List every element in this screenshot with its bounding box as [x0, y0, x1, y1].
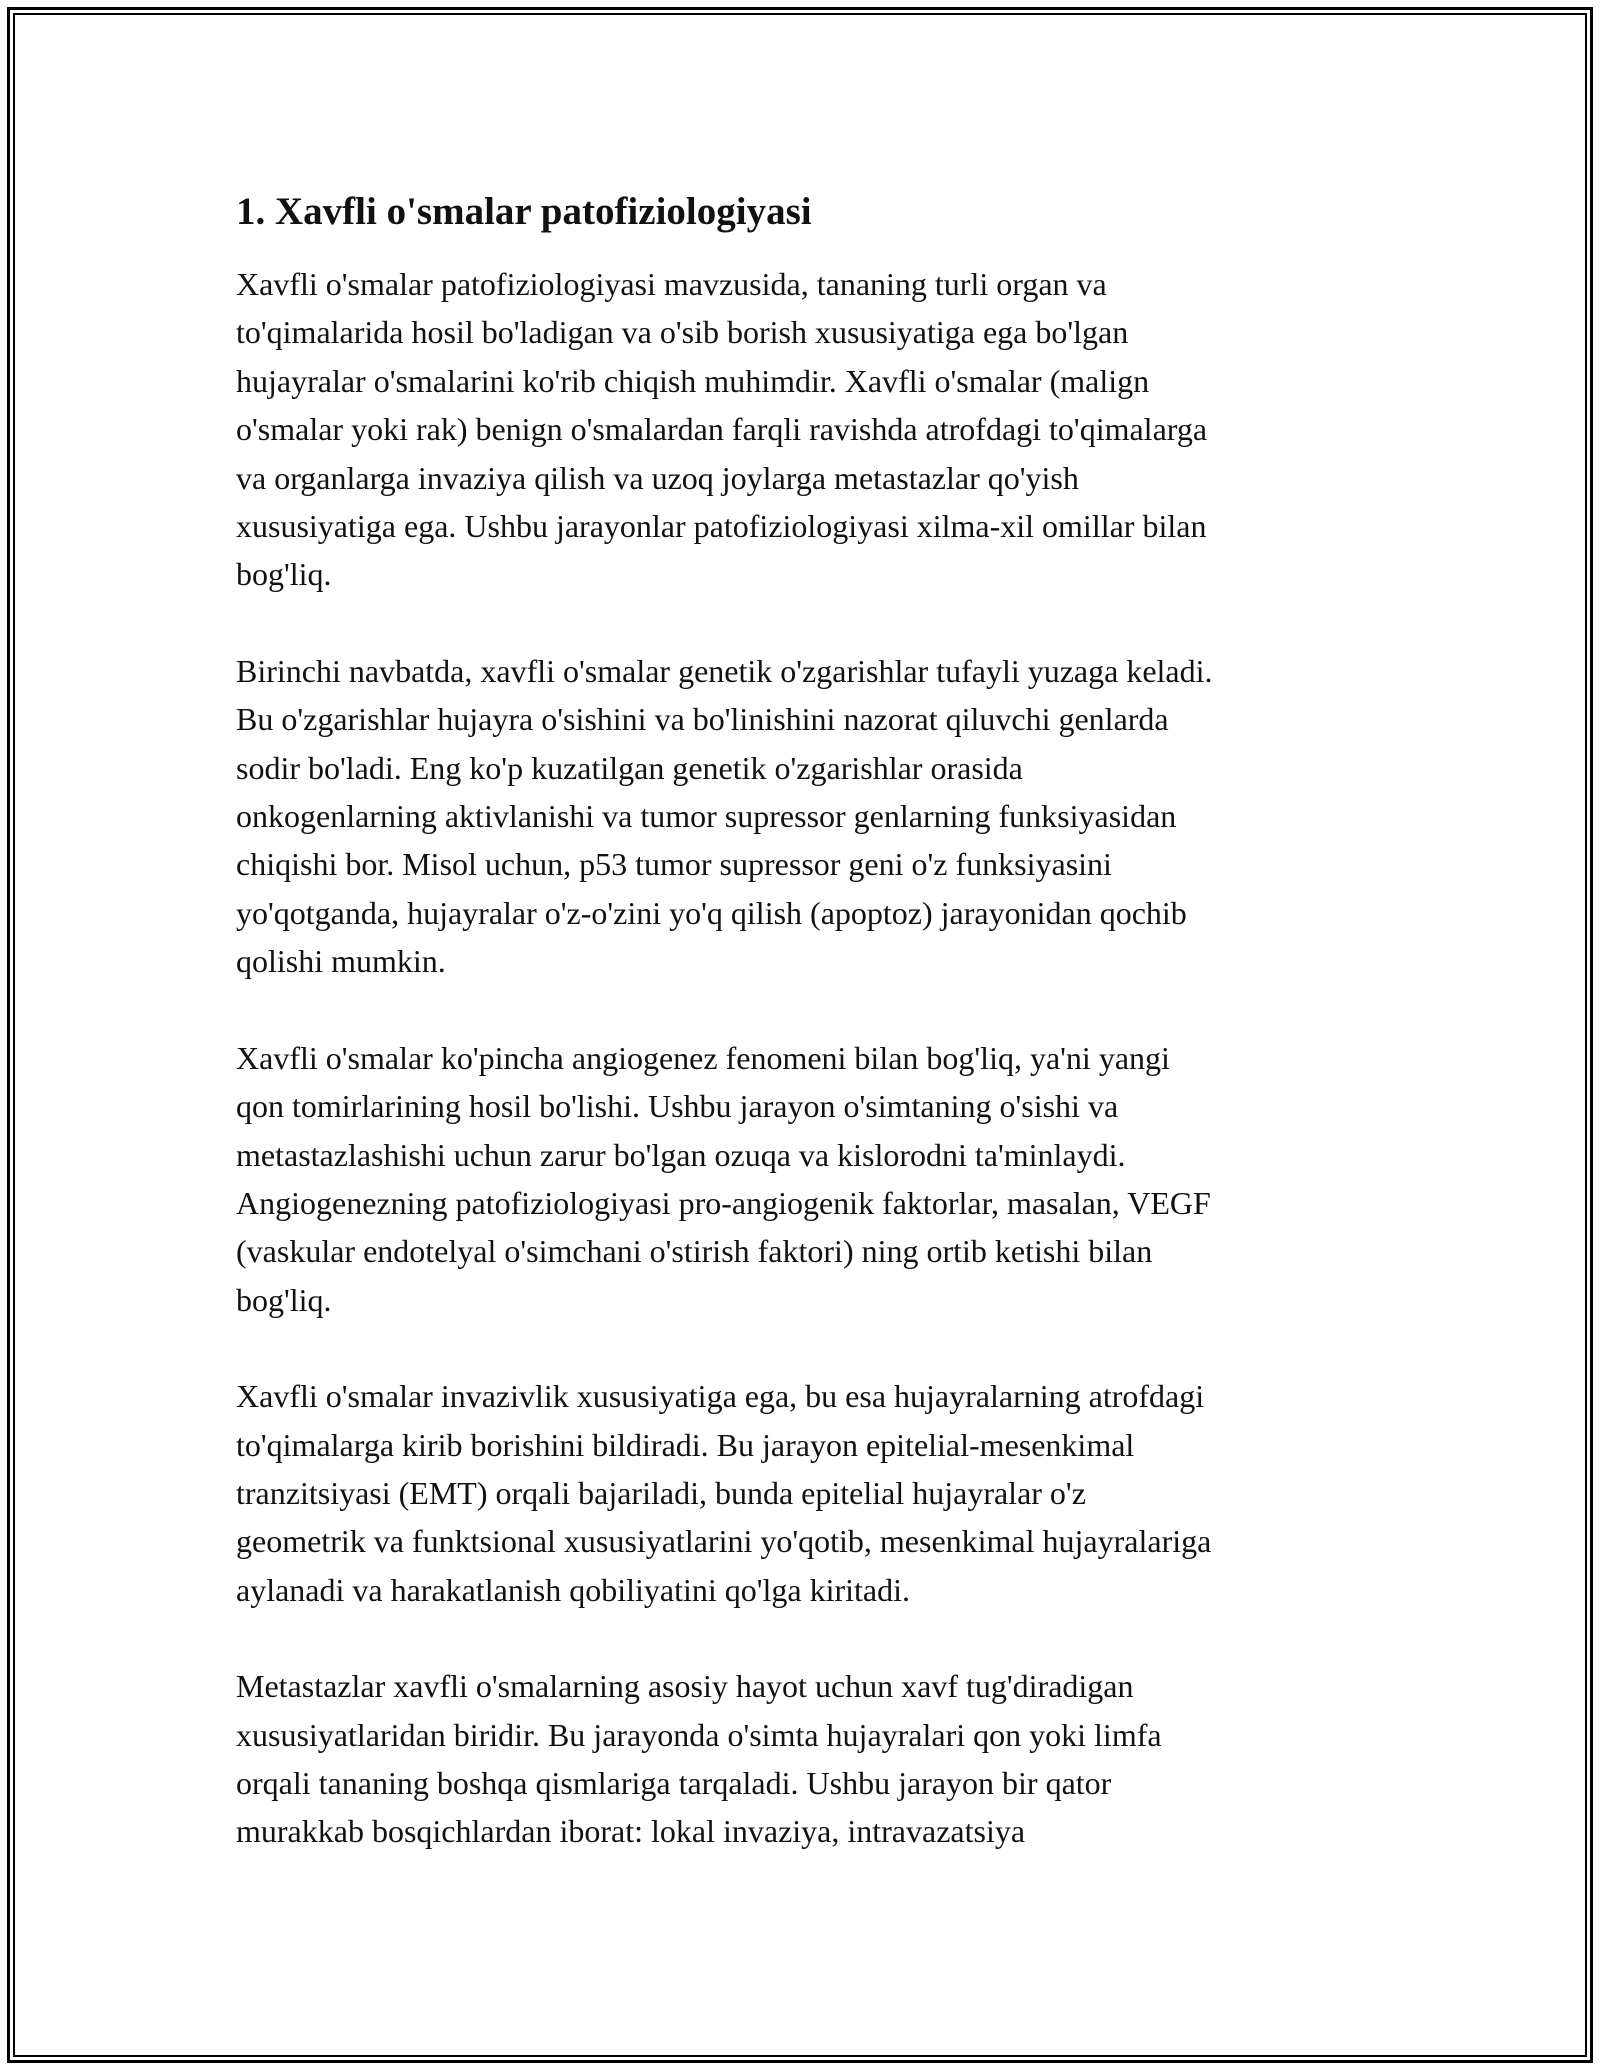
paragraph-invasion: Xavfli o'smalar invazivlik xususiyatiga ega, bu esa hujayralarning atrofdagi to'qimalarga kirib borishini bildiradi. Bu jarayon epitelial-mesenkimal tranzitsiyasi (EMT) orqali bajariladi, bunda epitelial hujayralar o'z geometrik va funktsional xususiyatlarini yo'qotib, mesenkimal hujayralariga aylanadi va harakatlanish qobiliyatini qo'lga kiritadi.	[236, 1378, 1212, 1608]
paragraph-metastasis: Metastazlar xavfli o'smalarning asosiy hayot uchun xavf tug'diradigan xususiyatlaridan biridir. Bu jarayonda o'simta hujayralari qon yoki limfa orqali tananing boshqa qismlariga tarqaladi. Ushbu jarayon bir qator murakkab bosqichlardan iborat: lokal invaziya, intravazatsiya	[236, 1668, 1162, 1850]
section-title: 1. Xavfli o'smalar patofiziologiyasi	[236, 190, 812, 233]
paragraph-genetic-changes: Birinchi navbatda, xavfli o'smalar genetik o'zgarishlar tufayli yuzaga keladi. Bu o'zgarishlar hujayra o'sishini va bo'linishini nazorat qiluvchi genlarda sodir bo'ladi. Eng ko'p kuzatilgan genetik o'zgarishlar orasida onkogenlarning aktivlanishi va tumor supressor genlarning funksiyasidan chiqishi bor. Misol uchun, p53 tumor supressor geni o'z funksiyasini yo'qotganda, hujayralar o'z-o'zini yo'q qilish (apoptoz) jarayonidan qochib qolishi mumkin.	[236, 652, 1213, 980]
document-body	[236, 186, 1366, 1904]
paragraph-angiogenesis: Xavfli o'smalar ko'pincha angiogenez fenomeni bilan bog'liq, ya'ni yangi qon tomirlarining hosil bo'lishi. Ushbu jarayon o'simtaning o'sishi va metastazlashishi uchun zarur bo'lgan ozuqa va kislorodni ta'minlaydi. Angiogenezning patofiziologiyasi pro-angiogenik faktorlar, masalan, VEGF (vaskular endotelyal o'simchani o'stirish faktori) ning ortib ketishi bilan bog'liq.	[236, 1039, 1211, 1318]
paragraph-intro: Xavfli o'smalar patofiziologiyasi mavzusida, tananing turli organ va to'qimalarida hosil bo'ladigan va o'sib borish xususiyatiga ega bo'lgan hujayralar o'smalarini ko'rib chiqish muhimdir. Xavfli o'smalar (malign o'smalar yoki rak) benign o'smalardan farqli ravishda atrofdagi to'qimalarga va organlarga invaziya qilish va uzoq joylarga metastazlar qo'yish xususiyatiga ega. Ushbu jarayonlar patofiziologiyasi xilma-xil omillar bilan bog'liq.	[236, 266, 1208, 593]
